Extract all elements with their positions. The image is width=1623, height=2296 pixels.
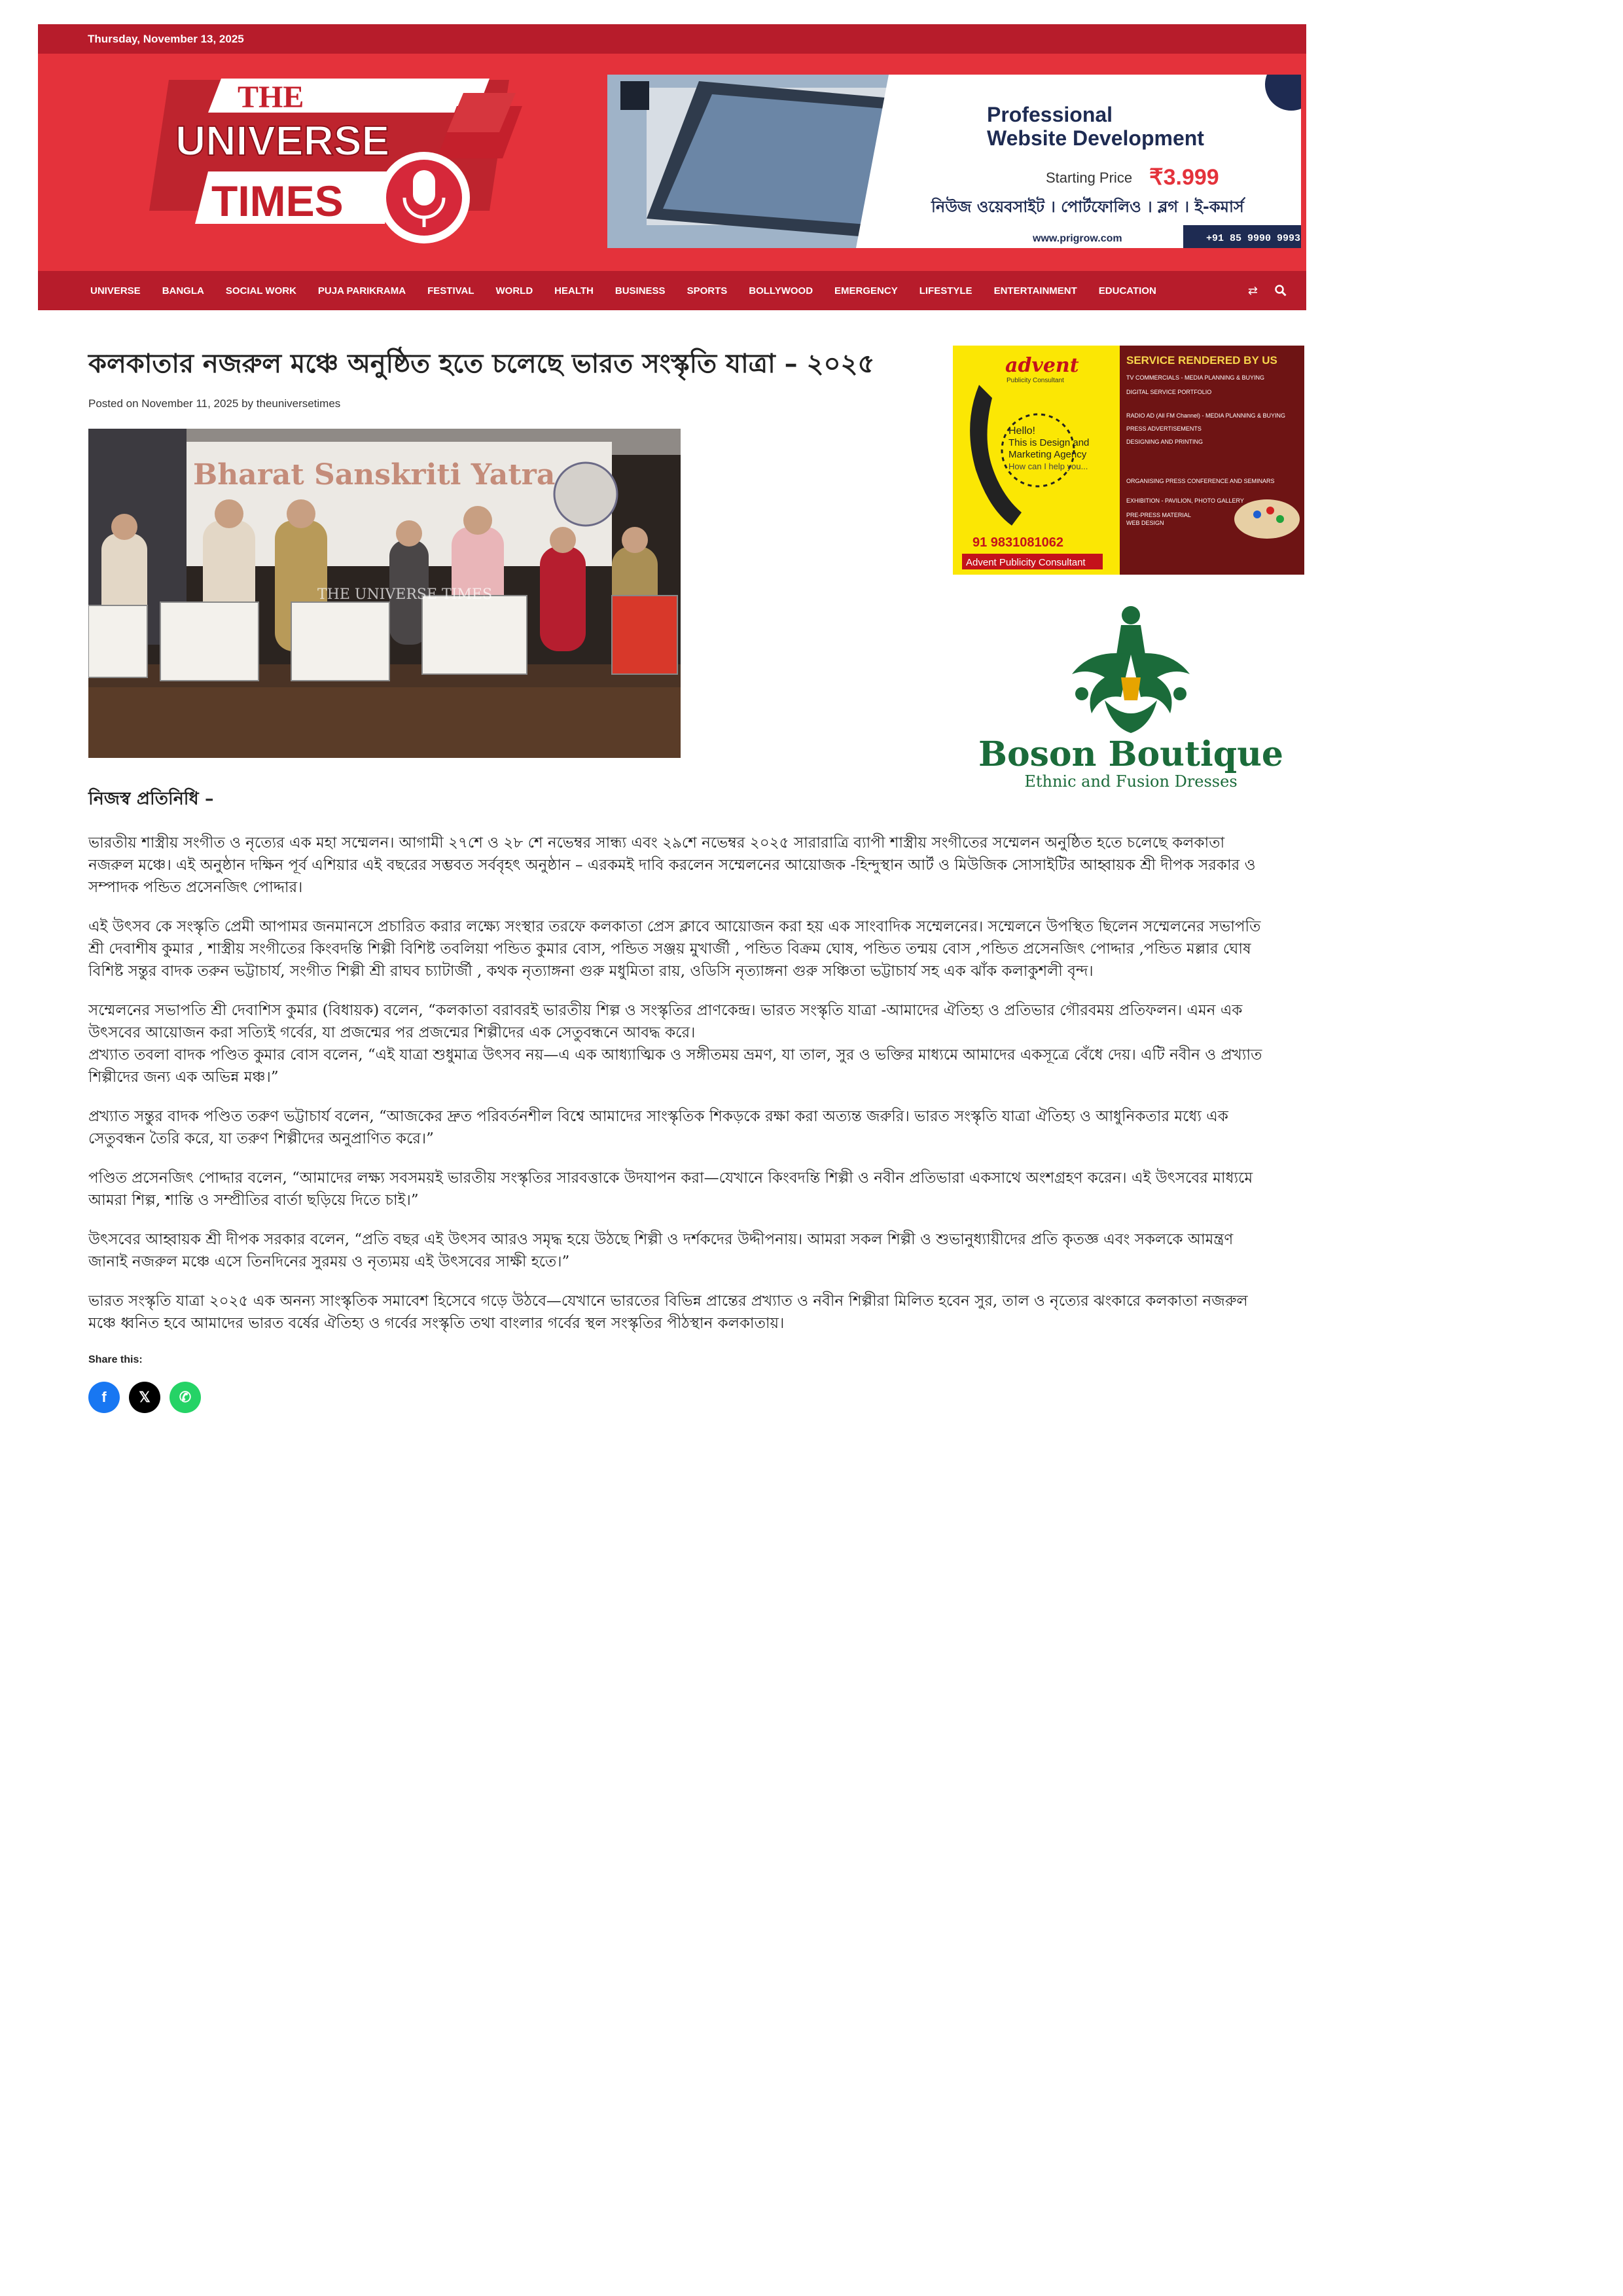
advent-services-title: SERVICE RENDERED BY US (1126, 354, 1277, 367)
reporter-line: নিজস্ব প্রতিনিধি – (88, 789, 214, 809)
boson-name: Boson Boutique (978, 734, 1283, 774)
advent-line4: How can I help you... (1008, 461, 1088, 471)
nav-item-puja-parikrama[interactable]: PUJA PARIKRAMA (317, 285, 406, 296)
post-date-link[interactable]: November 11, 2025 (141, 397, 239, 410)
article-body (88, 832, 1266, 1335)
paragraph-4: প্রখ্যাত সন্তুর বাদক পণ্ডিত তরুণ ভট্টাচার্য বলেন, “আজকের দ্রুত পরিবর্তনশীল বিশ্বে আমাদের সাংস্কৃতিক শিকড়কে রক্ষা করা অত্যন্ত জরুরি। ভারত সংস্কৃতি যাত্রা ঐতিহ্য ও আধুনিকতার মধ্যে এক সেতুবন্ধন তৈরি করে, যা তরুণ শিল্পীদের অনুপ্রাণিত করে।” (88, 1108, 1228, 1147)
advent-service-2: DIGITAL SERVICE PORTFOLIO (1126, 389, 1212, 395)
nav-item-bangla[interactable]: BANGLA (162, 285, 204, 296)
ad-services: নিউজ ওয়েবসাইট । পোর্টফোলিও । ব্লগ । ই-কমার্স (931, 198, 1244, 216)
advent-line2: This is Design and (1008, 437, 1090, 448)
date-bar (38, 24, 1306, 54)
x-share-button[interactable] (129, 1382, 160, 1413)
advent-name: Advent Publicity Consultant (966, 557, 1086, 568)
author-link[interactable]: theuniversetimes (256, 397, 341, 410)
paragraph-6: উৎসবের আহ্বায়ক শ্রী দীপক সরকার বলেন, “প্রতি বছর এই উৎসব আরও সমৃদ্ধ হয়ে উঠছে শিল্পী ও দর্শকদের উদ্দীপনায়। আমরা সকল শিল্পী ও শুভানুধ্যায়ীদের প্রতি কৃতজ্ঞ এবং সকলকে আমন্ত্রণ জানাই নজরুল মঞ্চে এসে তিনদিনের সুরময় ও নৃত্যময় এই উৎসবের সাক্ষী হতে।” (88, 1231, 1234, 1270)
advent-service-5: DESIGNING AND PRINTING (1126, 439, 1204, 445)
ad-url: www.prigrow.com (1033, 233, 1122, 244)
nav-item-education[interactable]: EDUCATION (1098, 285, 1156, 296)
paragraph-2: এই উৎসব কে সংস্কৃতি প্রেমী আপামর জনমানসে প্রচারিত করার লক্ষ্যে সংস্থার তরফে কলকাতা প্রেস ক্লাবে আয়োজন করা হয় এক সাংবাদিক সম্মেলনের। সম্মেলনে উপস্থিত ছিলেন সম্মেলনের সভাপতি শ্রী দেবাশীষ কুমার , শাস্ত্রীয় সংগীতের কিংবদন্তি শিল্পী বিশিষ্ট তবলিয়া পন্ডিত কুমার বোস, পন্ডিত সঞ্জয় মুখার্জী , পন্ডিত বিক্রম ঘোষ, পন্ডিত তন্ময় বোস ,পন্ডিত প্রসেনজিৎ পোদ্দার ,পন্ডিত মল্লার ঘোষ বিশিষ্ট সন্তুর বাদক তরুন ভট্টাচার্য, সংগীত শিল্পী শ্রী রাঘব চ্যাটার্জী , কথক নৃত্যাঙ্গনা গুরু মধুমিতা রায়, ওডিসি নৃত্যাঙ্গনা গুরু সঞ্চিতা ভট্টাচার্য সহ এক ঝাঁক কলাকুশলী বৃন্দ। (88, 918, 1261, 980)
advent-service-3: RADIO AD (All FM Channel) - MEDIA PLANNING & BUYING (1126, 412, 1286, 419)
shuffle-icon[interactable]: ⇄ (1247, 283, 1258, 298)
search-icon[interactable] (1275, 285, 1287, 296)
nav-item-festival[interactable]: FESTIVAL (427, 285, 474, 296)
logo-the: THE (238, 80, 304, 115)
facebook-share-button[interactable] (88, 1382, 120, 1413)
ad-heading-1: Professional (987, 103, 1113, 126)
advent-service-1: TV COMMERCIALS - MEDIA PLANNING & BUYING (1126, 374, 1265, 381)
logo-universe: UNIVERSE (175, 117, 390, 164)
advent-service-6: ORGANISING PRESS CONFERENCE AND SEMINARS (1126, 478, 1275, 484)
paragraph-5: পণ্ডিত প্রসেনজিৎ পোদ্দার বলেন, “আমাদের লক্ষ্য সবসময়ই ভারতীয় সংস্কৃতির সারবত্তাকে উদযাপন করা—যেখানে কিংবদন্তি শিল্পী ও নবীন প্রতিভারা একসাথে অংশগ্রহণ করেন। এই উৎসবের মাধ্যমে আমরা শিল্প, শান্তি ও সম্প্রীতির বার্তা ছড়িয়ে দিতে চাই।” (88, 1170, 1253, 1209)
advent-hello: Hello! (1008, 425, 1035, 437)
nav-item-emergency[interactable]: EMERGENCY (834, 285, 898, 296)
header (38, 54, 1306, 271)
advent-phone: 91 9831081062 (972, 535, 1064, 550)
current-date: Thursday, November 13, 2025 (88, 33, 244, 45)
x-icon: 𝕏 (139, 1389, 151, 1405)
nav-item-world[interactable]: WORLD (495, 285, 533, 296)
website-development-ad[interactable] (607, 75, 1301, 248)
ad-phone: +91 85 9990 9993 (1206, 233, 1301, 244)
paragraph-1: ভারতীয় শাস্ত্রীয় সংগীত ও নৃত্যের এক মহা সম্মেলন। আগামী ২৭শে ও ২৮ শে নভেম্বর সান্ধ্য এবং ২৯শে নভেম্বর ২০২৫ সারারাত্রি ব্যাপী শাস্ত্রীয় সংগীতের সম্মেলন অনুষ্ঠিত হতে চলেছে কলকাতা নজরুল মঞ্চে। এই অনুষ্ঠান দক্ষিন পূর্ব এশিয়ার এই বছরের সম্ভবত সর্ববৃহৎ অনুষ্ঠান – এরকমই দাবি করলেন সম্মেলনের আয়োজক -হিন্দুস্থান আর্ট ও মিউজিক সোসাইটির আহ্বায়ক শ্রী দীপক সরকার ও সম্পাদক পন্ডিত প্রসেনজিৎ পোদ্দার। (88, 834, 1256, 896)
boson-tagline: Ethnic and Fusion Dresses (1024, 772, 1238, 791)
advent-service-4: PRESS ADVERTISEMENTS (1126, 425, 1202, 432)
nav-item-social-work[interactable]: SOCIAL WORK (225, 285, 296, 296)
whatsapp-icon: ✆ (179, 1389, 192, 1405)
ad-heading-2: Website Development (987, 126, 1204, 150)
advent-service-9: WEB DESIGN (1126, 520, 1164, 526)
paragraph-7: ভারত সংস্কৃতি যাত্রা ২০২৫ এক অনন্য সাংস্কৃতিক সমাবেশ হিসেবে গড়ে উঠবে—যেখানে ভারতের বিভিন্ন প্রান্তের প্রখ্যাত ও নবীন শিল্পীরা মিলিত হবেন সুর, তাল ও নৃত্যের ঝংকারে কলকাতা নজরুল মঞ্চে ধ্বনিত হবে আমাদের ভারত বর্ষের ঐতিহ্য ও গর্বের সংস্কৃতি তথা বাংলার গর্বের স্থল সংস্কৃতির পীঠস্থান কলকাতায়। (88, 1293, 1248, 1332)
advent-brand: advent (1005, 354, 1079, 377)
advent-tagline: Publicity Consultant (1007, 377, 1064, 384)
site-logo[interactable] (149, 73, 542, 250)
photo-banner-text: Bharat Sanskriti Yatra (193, 458, 556, 492)
meta-by: by (241, 397, 254, 410)
photo-watermark: THE UNIVERSE TIMES (317, 586, 493, 603)
paragraph-3: সম্মেলনের সভাপতি শ্রী দেবাশিস কুমার (বিধায়ক) বলেন, “কলকাতা বরাবরই ভারতীয় শিল্প ও সংস্কৃতির প্রাণকেন্দ্র। ভারত সংস্কৃতি যাত্রা -আমাদের ঐতিহ্য ও প্রতিভার গৌরবময় প্রতিফলন। এমন এক উৎসবের আয়োজন করা সত্যিই গর্বের, যা প্রজন্মের পর প্রজন্মের শিল্পীদের এক সেতুবন্ধনে আবদ্ধ করে। প্রখ্যাত তবলা বাদক পণ্ডিত কুমার বোস বলেন, “এই যাত্রা শুধুমাত্র উৎসব নয়—এ এক আধ্যাত্মিক ও সঙ্গীতময় ভ্রমণ, যা তাল, সুর ও ভক্তির মাধ্যমে আমাদের একসূত্রে বেঁধে দেয়। এটি নবীন ও প্রখ্যাত শিল্পীদের জন্য এক অভিন্ন মঞ্চ।” (88, 1002, 1262, 1086)
advent-line3: Marketing Agency (1008, 449, 1087, 460)
boutique-emblem-icon (1072, 606, 1190, 733)
nav-menu (38, 271, 1306, 310)
nav-item-universe[interactable]: UNIVERSE (90, 285, 141, 296)
ad-price-prefix: Starting Price (1046, 170, 1133, 186)
site-header (38, 24, 1306, 310)
featured-image (88, 429, 681, 758)
share-label: Share this: (88, 1354, 143, 1365)
facebook-icon: f (101, 1389, 107, 1405)
nav-item-entertainment[interactable]: ENTERTAINMENT (993, 285, 1077, 296)
advent-service-7: EXHIBITION - PAVILION, PHOTO GALLERY (1126, 497, 1244, 504)
main-navigation (38, 271, 1306, 310)
boson-boutique-ad[interactable] (974, 602, 1288, 798)
whatsapp-share-button[interactable] (169, 1382, 201, 1413)
advent-service-8: PRE-PRESS MATERIAL (1126, 512, 1191, 518)
meta-prefix: Posted on (88, 397, 139, 410)
nav-item-lifestyle[interactable]: LIFESTYLE (919, 285, 972, 296)
nav-item-bollywood[interactable]: BOLLYWOOD (749, 285, 813, 296)
article-title: কলকাতার নজরুল মঞ্চে অনুষ্ঠিত হতে চলেছে ভারত সংস্কৃতি যাত্রা – ২০২৫ (88, 348, 875, 379)
advent-ad[interactable] (953, 346, 1304, 575)
nav-item-business[interactable]: BUSINESS (615, 285, 666, 296)
logo-times: TIMES (211, 177, 344, 225)
ad-price: ₹3.999 (1149, 165, 1219, 190)
share-buttons (88, 1382, 1266, 1413)
nav-item-sports[interactable]: SPORTS (687, 285, 728, 296)
nav-item-health[interactable]: HEALTH (554, 285, 594, 296)
